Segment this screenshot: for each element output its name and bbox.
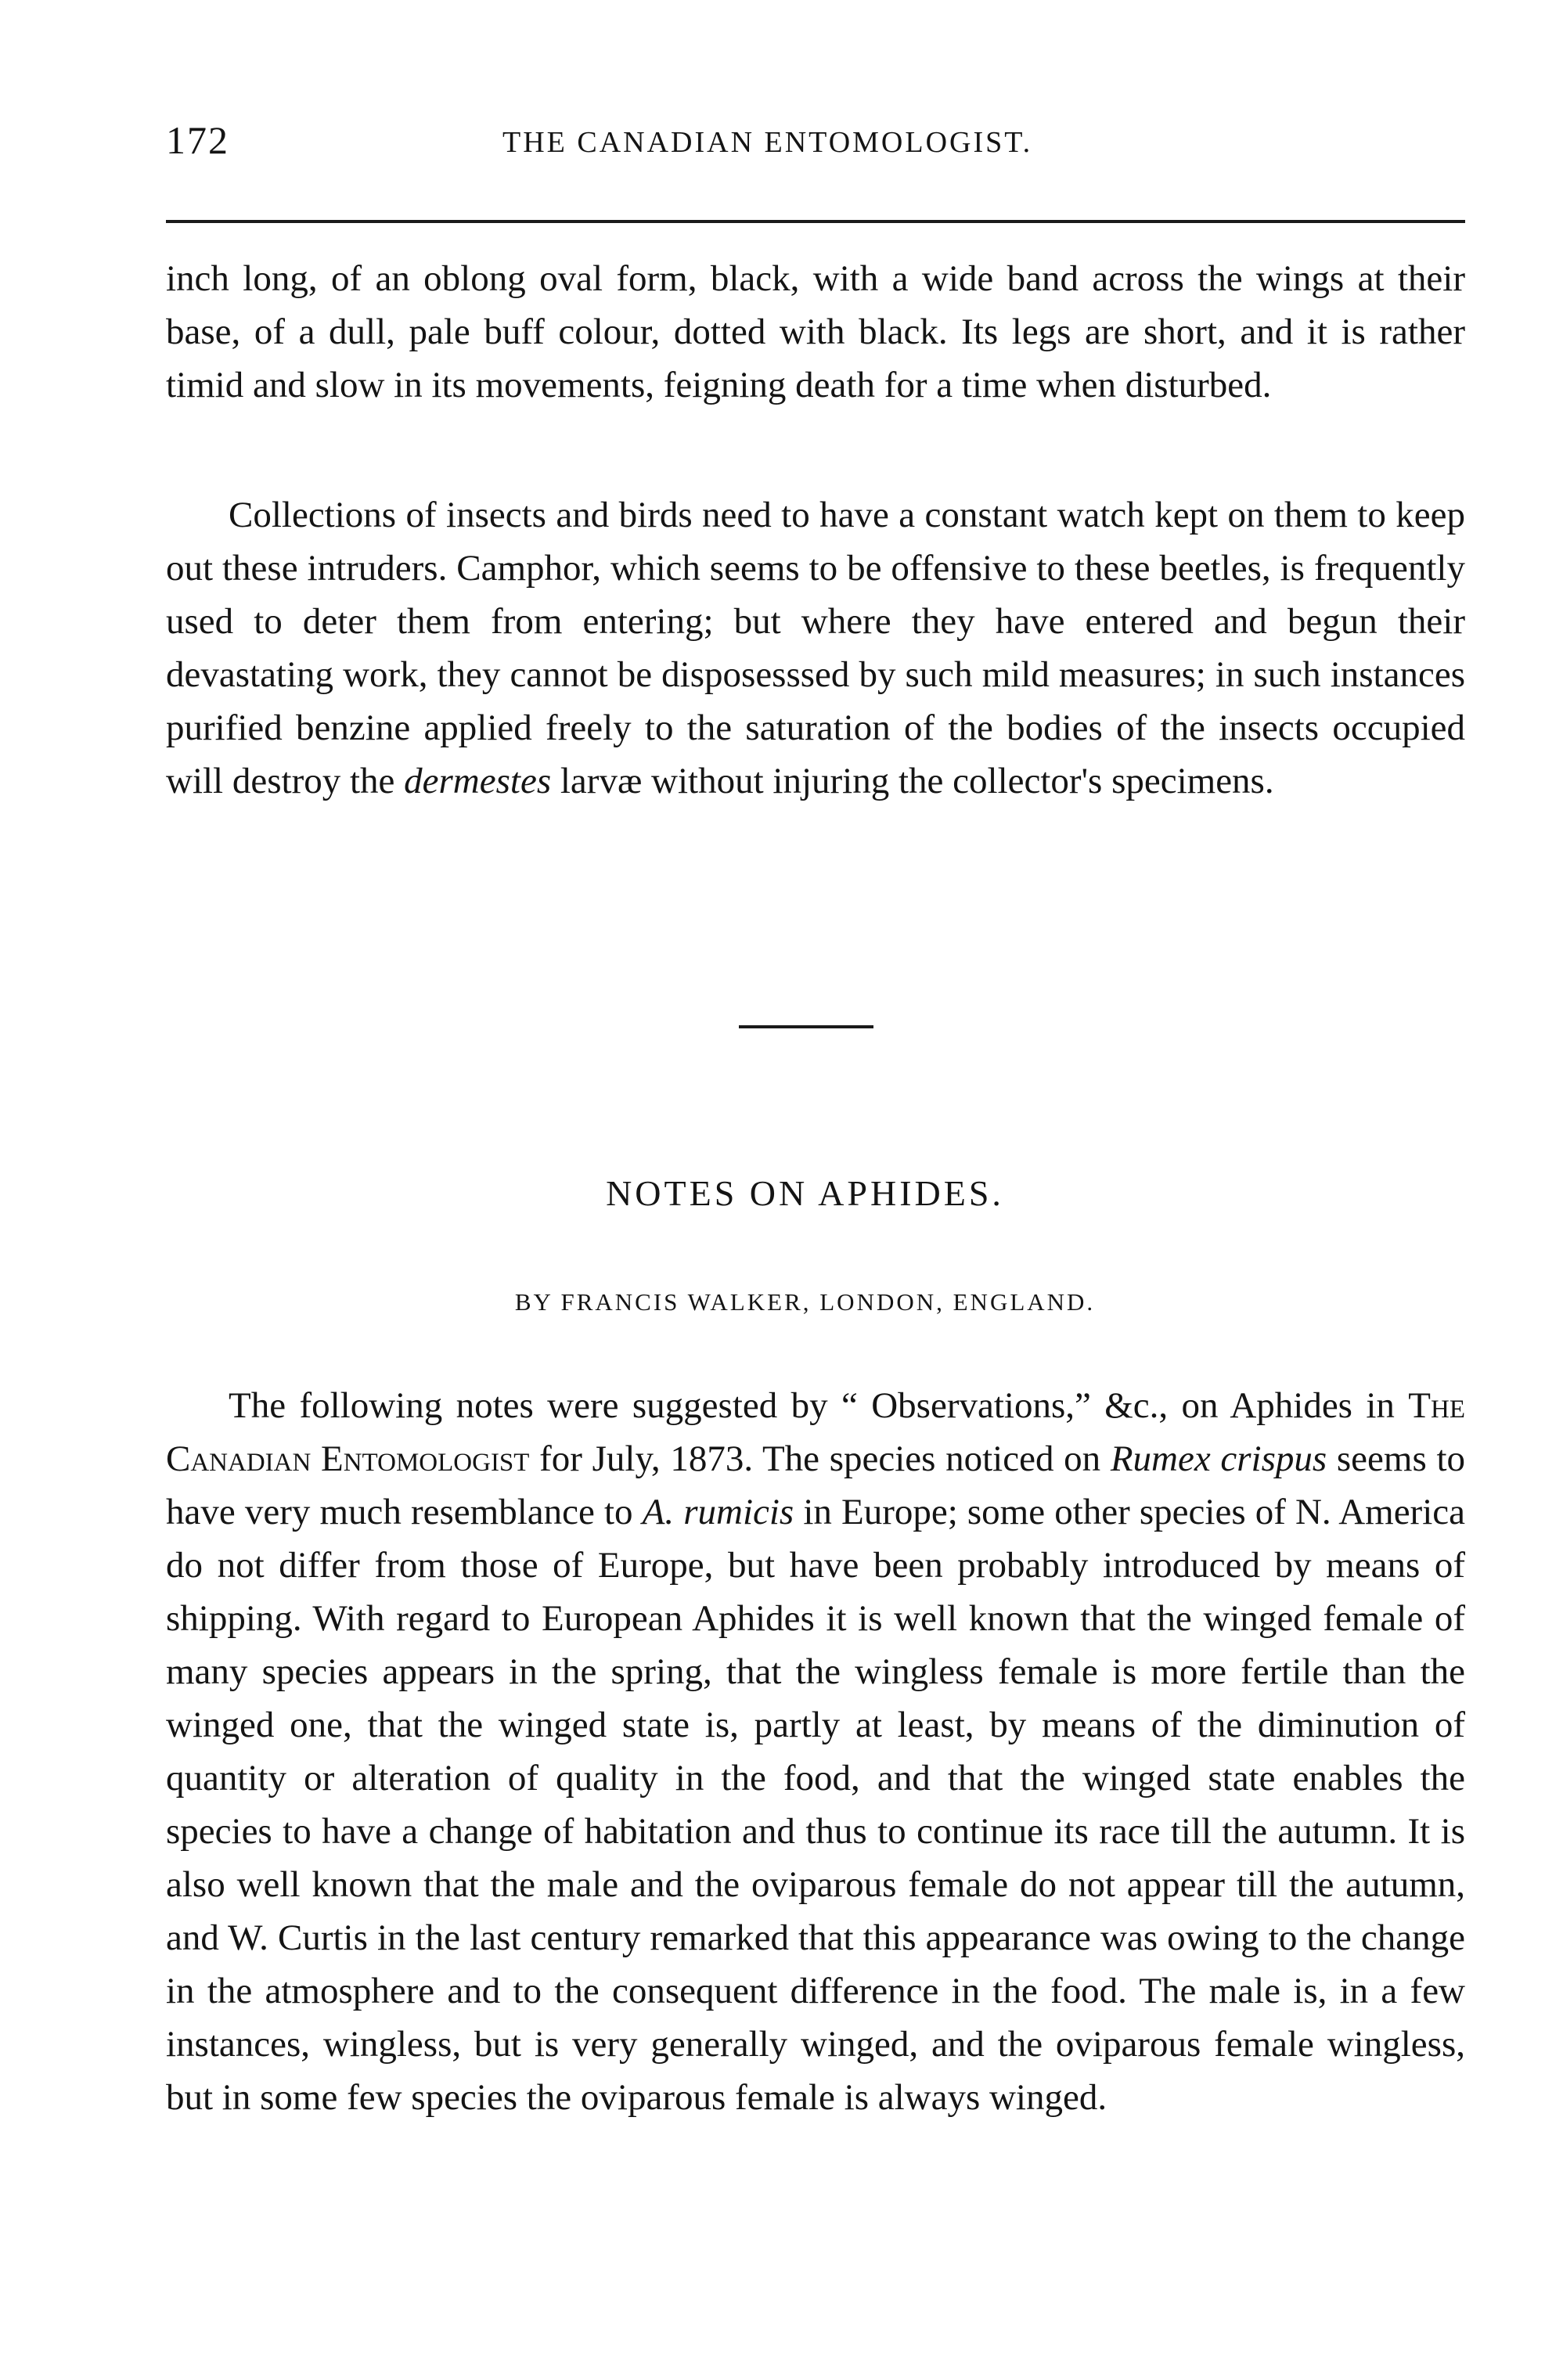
paragraph-text	[166, 1379, 1465, 2124]
species-name: Rumex crispus	[1110, 1438, 1327, 1479]
article-title: NOTES ON APHIDES.	[606, 1173, 1004, 1213]
journal-reference: The Canadian Entomologist	[166, 1385, 1465, 1479]
header-rule	[166, 220, 1465, 223]
text-run: The following notes were suggested by “ Observations,” &c., on Aphides in	[229, 1385, 1409, 1426]
italic-term: dermestes	[404, 761, 552, 801]
text-run: Collections of insects and birds need to have a constant watch kept on them to keep out these intruders. Camphor, which seems to be offensive to these beetles, is frequently used to deter them from entering; but where they have entered and begun their devastating work, they cannot be disposesssed by such mild measures; in such instances purified benzine applied freely to the saturation of the bodies of the insects occupied will destroy the	[166, 495, 1465, 801]
text-run: larvæ without injuring the collector's specimens.	[551, 761, 1274, 801]
paragraph-text: inch long, of an oblong oval form, black, with a wide band across the wings at their base, of a dull, pale buff colour, dotted with black. Its legs are short, and it is rather timid and slow in its movements, feigning death for a time when disturbed.	[166, 258, 1465, 405]
paragraph-text	[166, 488, 1465, 808]
page-number: 172	[166, 118, 229, 162]
text-run: in Europe; some other species of N. America do not differ from those of Europe, but have been probably introduced by means of shipping. With regard to European Aphides it is well known that the winged female of many species appears in the spring, that the wingless female is more fertile than the winged one, that the winged state is, partly at least, by means of the diminution of quantity or alteration of quality in the food, and that the winged state enables the species to have a change of habitation and thus to continue its race till the autumn. It is also well known that the male and the oviparous female do not appear till the autumn, and W. Curtis in the last century remarked that this appearance was owing to the change in the atmosphere and to the consequent difference in the food. The male is, in a few instances, wingless, but is very generally winged, and the oviparous female wingless, but in some few species the oviparous female is always winged.	[166, 1492, 1465, 2118]
text-run: seems to have very much resemblance to	[166, 1438, 1465, 1532]
collections-paragraph	[166, 488, 1465, 808]
aphides-paragraph	[166, 1379, 1465, 2124]
text-run: for July, 1873. The species noticed on	[529, 1438, 1111, 1479]
running-head	[166, 117, 1465, 180]
section-divider	[739, 1025, 873, 1028]
journal-title: THE CANADIAN ENTOMOLOGIST.	[502, 126, 1033, 159]
species-name: A. rumicis	[642, 1492, 794, 1532]
continued-paragraph	[166, 252, 1465, 412]
article-byline: BY FRANCIS WALKER, LONDON, ENGLAND.	[514, 1288, 1096, 1316]
